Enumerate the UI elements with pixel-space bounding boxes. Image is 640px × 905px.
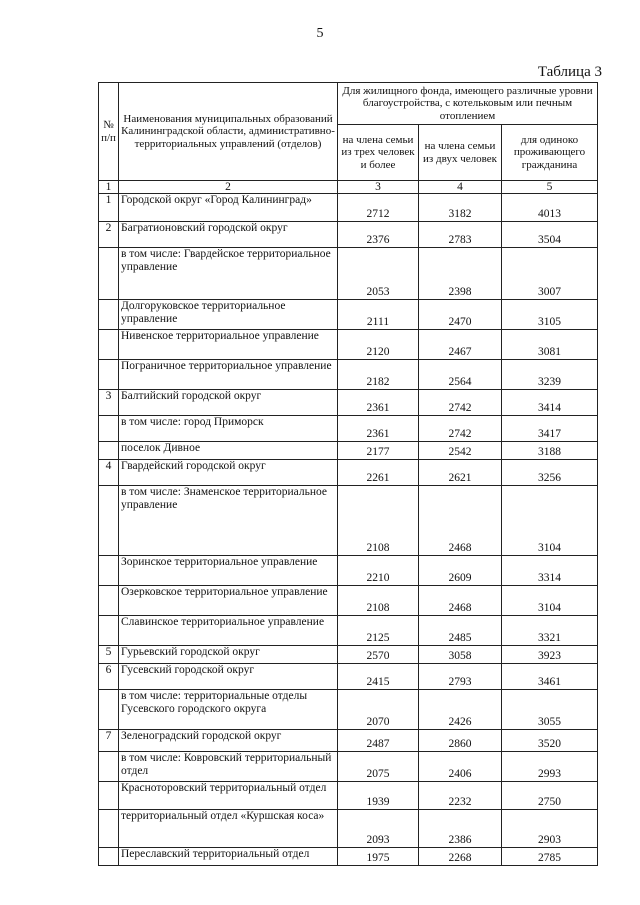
value-4: 2860 bbox=[419, 730, 502, 752]
row-name: Гурьевский городской округ bbox=[119, 646, 338, 664]
row-number bbox=[99, 330, 119, 360]
value-5: 3105 bbox=[502, 300, 598, 330]
value-4: 2232 bbox=[419, 782, 502, 810]
row-name: в том числе: Знаменское территориальное управление bbox=[119, 486, 338, 556]
header-group: Для жилищного фонда, имеющего различные уровни благоустройства, с котельковым или печным отоплением bbox=[338, 83, 598, 125]
index-cell: 2 bbox=[119, 181, 338, 194]
table-row bbox=[99, 486, 598, 556]
row-number: 1 bbox=[99, 194, 119, 222]
row-name: в том числе: Гвардейское территориальное управление bbox=[119, 248, 338, 300]
row-number: 6 bbox=[99, 664, 119, 690]
table-row bbox=[99, 752, 598, 782]
value-5: 2785 bbox=[502, 848, 598, 866]
value-3: 2111 bbox=[338, 300, 419, 330]
row-number bbox=[99, 616, 119, 646]
row-name: Гусевский городской округ bbox=[119, 664, 338, 690]
value-3: 2053 bbox=[338, 248, 419, 300]
value-4: 2470 bbox=[419, 300, 502, 330]
header-name: Наименования муниципальных образований Калининградской области, административно-территориальных управлений (отделов) bbox=[119, 83, 338, 181]
value-3: 2415 bbox=[338, 664, 419, 690]
row-number bbox=[99, 486, 119, 556]
value-5: 3923 bbox=[502, 646, 598, 664]
row-number bbox=[99, 248, 119, 300]
value-4: 2742 bbox=[419, 416, 502, 442]
value-3: 2075 bbox=[338, 752, 419, 782]
table-row bbox=[99, 646, 598, 664]
row-number bbox=[99, 442, 119, 460]
table-row bbox=[99, 390, 598, 416]
value-3: 2108 bbox=[338, 586, 419, 616]
row-name: Славинское территориальное управление bbox=[119, 616, 338, 646]
value-4: 2783 bbox=[419, 222, 502, 248]
value-5: 3104 bbox=[502, 486, 598, 556]
row-number bbox=[99, 586, 119, 616]
value-5: 3007 bbox=[502, 248, 598, 300]
row-name: Балтийский городской округ bbox=[119, 390, 338, 416]
table-row bbox=[99, 460, 598, 486]
header-col-5: для одиноко проживающего гражданина bbox=[502, 125, 598, 181]
table-row bbox=[99, 664, 598, 690]
value-4: 2468 bbox=[419, 586, 502, 616]
row-number: 7 bbox=[99, 730, 119, 752]
value-5: 3256 bbox=[502, 460, 598, 486]
value-5: 3461 bbox=[502, 664, 598, 690]
row-name: Озерковское территориальное управление bbox=[119, 586, 338, 616]
value-5: 3414 bbox=[502, 390, 598, 416]
value-5: 3520 bbox=[502, 730, 598, 752]
value-3: 2376 bbox=[338, 222, 419, 248]
table-row bbox=[99, 848, 598, 866]
index-cell: 3 bbox=[338, 181, 419, 194]
row-name: Переславский территориальный отдел bbox=[119, 848, 338, 866]
value-3: 2070 bbox=[338, 690, 419, 730]
table-row bbox=[99, 300, 598, 330]
row-number: 2 bbox=[99, 222, 119, 248]
row-name: Багратионовский городской округ bbox=[119, 222, 338, 248]
table-row bbox=[99, 730, 598, 752]
value-4: 2609 bbox=[419, 556, 502, 586]
table-row bbox=[99, 586, 598, 616]
value-3: 2487 bbox=[338, 730, 419, 752]
value-3: 2570 bbox=[338, 646, 419, 664]
table-row bbox=[99, 194, 598, 222]
table-row bbox=[99, 782, 598, 810]
value-4: 2398 bbox=[419, 248, 502, 300]
header-col-4: на члена семьи из двух человек bbox=[419, 125, 502, 181]
value-4: 3058 bbox=[419, 646, 502, 664]
row-name: Красноторовский территориальный отдел bbox=[119, 782, 338, 810]
row-name: в том числе: город Приморск bbox=[119, 416, 338, 442]
row-number bbox=[99, 556, 119, 586]
row-number bbox=[99, 416, 119, 442]
value-4: 2564 bbox=[419, 360, 502, 390]
value-4: 2406 bbox=[419, 752, 502, 782]
table-row bbox=[99, 416, 598, 442]
value-4: 2268 bbox=[419, 848, 502, 866]
value-5: 3239 bbox=[502, 360, 598, 390]
value-3: 1939 bbox=[338, 782, 419, 810]
row-number bbox=[99, 360, 119, 390]
row-number: 5 bbox=[99, 646, 119, 664]
table-row bbox=[99, 616, 598, 646]
table-row bbox=[99, 222, 598, 248]
row-number: 3 bbox=[99, 390, 119, 416]
page-number: 5 bbox=[316, 26, 324, 41]
table-row bbox=[99, 442, 598, 460]
index-cell: 5 bbox=[502, 181, 598, 194]
value-4: 2542 bbox=[419, 442, 502, 460]
row-name: территориальный отдел «Куршская коса» bbox=[119, 810, 338, 848]
row-name: в том числе: Ковровский территориальный отдел bbox=[119, 752, 338, 782]
row-number bbox=[99, 848, 119, 866]
value-5: 2750 bbox=[502, 782, 598, 810]
table-row bbox=[99, 330, 598, 360]
table-row bbox=[99, 556, 598, 586]
value-4: 2742 bbox=[419, 390, 502, 416]
row-number bbox=[99, 752, 119, 782]
value-4: 2467 bbox=[419, 330, 502, 360]
header-col-3: на члена семьи из трех человек и более bbox=[338, 125, 419, 181]
value-3: 2210 bbox=[338, 556, 419, 586]
value-4: 3182 bbox=[419, 194, 502, 222]
value-4: 2485 bbox=[419, 616, 502, 646]
row-number: 4 bbox=[99, 460, 119, 486]
row-number bbox=[99, 690, 119, 730]
value-4: 2621 bbox=[419, 460, 502, 486]
value-5: 2993 bbox=[502, 752, 598, 782]
value-3: 2261 bbox=[338, 460, 419, 486]
row-name: Долгоруковское территориальное управление bbox=[119, 300, 338, 330]
table-row bbox=[99, 690, 598, 730]
row-name: Пограничное территориальное управление bbox=[119, 360, 338, 390]
tariff-table bbox=[98, 82, 598, 866]
value-5: 3055 bbox=[502, 690, 598, 730]
value-5: 3081 bbox=[502, 330, 598, 360]
value-5: 3314 bbox=[502, 556, 598, 586]
value-3: 1975 bbox=[338, 848, 419, 866]
value-3: 2125 bbox=[338, 616, 419, 646]
row-name: Зеленоградский городской округ bbox=[119, 730, 338, 752]
value-4: 2386 bbox=[419, 810, 502, 848]
table-row bbox=[99, 360, 598, 390]
value-5: 3504 bbox=[502, 222, 598, 248]
value-5: 4013 bbox=[502, 194, 598, 222]
value-3: 2177 bbox=[338, 442, 419, 460]
index-cell: 4 bbox=[419, 181, 502, 194]
table-label: Таблица 3 bbox=[537, 64, 602, 80]
row-name: в том числе: территориальные отделы Гусевского городского округа bbox=[119, 690, 338, 730]
row-name: Зоринское территориальное управление bbox=[119, 556, 338, 586]
value-3: 2093 bbox=[338, 810, 419, 848]
value-5: 3104 bbox=[502, 586, 598, 616]
row-number bbox=[99, 782, 119, 810]
value-5: 3417 bbox=[502, 416, 598, 442]
value-3: 2361 bbox=[338, 390, 419, 416]
index-cell: 1 bbox=[99, 181, 119, 194]
value-5: 2903 bbox=[502, 810, 598, 848]
value-5: 3321 bbox=[502, 616, 598, 646]
value-4: 2426 bbox=[419, 690, 502, 730]
header-no: № п/п bbox=[99, 83, 119, 181]
value-3: 2712 bbox=[338, 194, 419, 222]
row-name: Нивенское территориальное управление bbox=[119, 330, 338, 360]
table-row bbox=[99, 248, 598, 300]
value-3: 2182 bbox=[338, 360, 419, 390]
value-3: 2108 bbox=[338, 486, 419, 556]
row-number bbox=[99, 810, 119, 848]
row-name: Городской округ «Город Калининград» bbox=[119, 194, 338, 222]
value-5: 3188 bbox=[502, 442, 598, 460]
value-4: 2468 bbox=[419, 486, 502, 556]
table-row bbox=[99, 810, 598, 848]
row-number bbox=[99, 300, 119, 330]
value-3: 2361 bbox=[338, 416, 419, 442]
row-name: поселок Дивное bbox=[119, 442, 338, 460]
value-4: 2793 bbox=[419, 664, 502, 690]
row-name: Гвардейский городской округ bbox=[119, 460, 338, 486]
value-3: 2120 bbox=[338, 330, 419, 360]
